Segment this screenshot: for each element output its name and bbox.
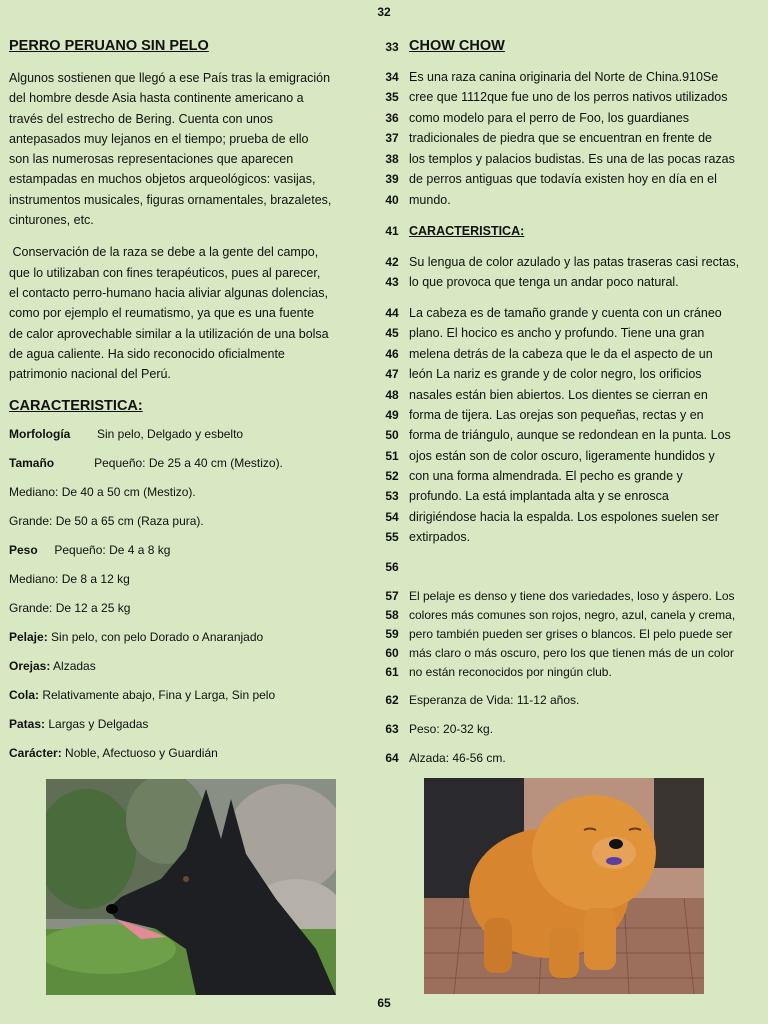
paragraph-line: antepasados muy lejanos en el tiempo; prueba de ello [9,131,309,146]
line-number: 61 [385,665,399,679]
paragraph-line: cinturones, etc. [9,213,94,228]
text-line: como modelo para el perro de Foo, los guardianes [409,111,690,125]
line-number: 34 [385,70,399,84]
text-line: de perros antiguas que todavía existen hoy en día en el [409,172,717,186]
text-line: Peso: 20-32 kg. [409,722,494,736]
text-line: con una forma almendrada. El pecho es grande y [409,469,683,483]
attribute-value: Pequeño: De 4 a 8 kg [37,543,171,558]
paragraph-line: Conservación de la raza se debe a la gente del campo, [9,245,319,260]
text-line: forma de tijera. Las orejas son pequeñas, rectas y en [409,408,704,422]
line-number: 41 [385,224,399,238]
line-number: 36 [385,111,399,125]
text-line: Su lengua de color azulado y las patas traseras casi rectas, [409,255,740,269]
line-number: 58 [385,608,399,622]
attribute-row [9,484,367,500]
line-number: 38 [385,152,399,166]
text-line: más claro o más oscuro, pero los que tienen más de un color [409,646,734,660]
text-line: no están reconocidos por ningún club. [409,665,612,679]
paragraph-line: patrimonio nacional del Perú. [9,367,171,382]
attribute-value: Pequeño: De 25 a 40 cm (Mestizo). [54,456,283,471]
attribute-row [9,687,367,703]
text-line: plano. El hocico es ancho y profundo. Tiene una gran [409,326,705,340]
attribute-value: Mediano: De 8 a 12 kg [9,572,130,587]
paragraph-conservation [9,242,367,384]
attribute-row [9,455,367,471]
line-number: 33 [385,40,399,54]
attribute-value: Largas y Delgadas [45,717,149,732]
attribute-label: Cola: [9,688,39,703]
line-number: 47 [385,367,399,381]
attribute-row [9,716,367,732]
attribute-label: Carácter: [9,746,62,761]
attribute-label: Morfología [9,427,71,442]
line-number: 57 [385,589,399,603]
attribute-value: Noble, Afectuoso y Guardián [61,746,218,761]
paragraph-line: través del estrecho de Bering. Cuenta con unos [9,111,274,126]
text-line: forma de triángulo, aunque se redondean en la punta. Los [409,428,731,442]
line-number: 51 [385,449,399,463]
text-line: Alzada: 46-56 cm. [409,751,506,765]
text-line: Es una raza canina originaria del Norte de China.910Se [409,70,719,84]
section-title-peruvian-dog: PERRO PERUANO SIN PELO [9,38,209,54]
line-number: 60 [385,646,399,660]
paragraph-line: que lo utilizaban con fines terapéuticos, pues al parecer, [9,265,321,280]
paragraph-line: son las numerosas representaciones que aparecen [9,152,294,167]
attribute-value: Sin pelo, Delgado y esbelto [70,427,244,442]
paragraph-line: como por ejemplo el reumatismo, ya que es una fuente [9,306,315,321]
line-number: 54 [385,510,399,524]
section-title-chow-chow: CHOW CHOW [409,38,505,54]
text-line: colores más comunes son rojos, negro, azul, canela y crema, [409,608,736,622]
attribute-row [9,426,367,442]
text-line: Esperanza de Vida: 11-12 años. [409,693,580,707]
characteristics-heading: CARACTERISTICA: [9,398,143,415]
line-number: 40 [385,193,399,207]
attribute-value: Alzadas [50,659,96,674]
line-number: 53 [385,489,399,503]
line-number: 64 [385,751,399,765]
text-line: El pelaje es denso y tiene dos variedades, loso y áspero. Los [409,589,735,603]
line-number: 48 [385,388,399,402]
line-number: 52 [385,469,399,483]
text-line: pero también pueden ser grises o blancos. El pelo puede ser [409,627,733,641]
attribute-row [9,600,367,616]
line-number: 50 [385,428,399,442]
paragraph-line: el contacto perro-humano hacia aliviar algunas dolencias, [9,285,328,300]
attribute-value: Sin pelo, con pelo Dorado o Anaranjado [47,630,264,645]
attribute-label: Tamaño [9,456,55,471]
attribute-row [9,658,367,674]
text-line: dirigiéndose hacia la espalda. Los espolones suelen ser [409,510,719,524]
attribute-row [9,542,367,558]
attribute-label: Orejas: [9,659,51,674]
text-line: nasales están bien abiertos. Los dientes se cierran en [409,388,708,402]
peruvian-hairless-dog-photo [46,779,336,995]
line-number: 35 [385,90,399,104]
line-number: 37 [385,131,399,145]
line-number: 56 [385,560,399,574]
line-number: 49 [385,408,399,422]
text-line: melena detrás de la cabeza que le da el aspecto de un [409,347,713,361]
characteristics-heading: CARACTERISTICA: [409,224,525,238]
text-line: cree que 1112que fue uno de los perros nativos utilizados [409,90,728,104]
line-number: 45 [385,326,399,340]
paragraph-origin [9,68,367,230]
text-line: mundo. [409,193,451,207]
attribute-label: Peso [9,543,38,558]
text-line: ojos están son de color oscuro, ligeramente hundidos y [409,449,715,463]
attribute-label: Pelaje: [9,630,48,645]
attribute-value: Grande: De 50 a 65 cm (Raza pura). [9,514,204,529]
attribute-value: Grande: De 12 a 25 kg [9,601,131,616]
text-line: los templos y palacios budistas. Es una de las pocas razas [409,152,735,166]
page-number-bottom: 65 [377,996,391,1010]
line-number: 63 [385,722,399,736]
chow-chow-photo [424,778,704,994]
text-line: lo que provoca que tenga un andar poco natural. [409,275,679,289]
text-line: tradicionales de piedra que se encuentran en frente de [409,131,712,145]
paragraph-line: de agua caliente. Ha sido reconocido oficialmente [9,346,285,361]
line-number: 42 [385,255,399,269]
page-number-top: 32 [377,5,391,19]
line-number: 55 [385,530,399,544]
left-column [9,38,367,774]
paragraph-line: instrumentos musicales, figuras ornamentales, brazaletes, [9,192,332,207]
line-number: 44 [385,306,399,320]
attribute-row [9,745,367,761]
attribute-value: Relativamente abajo, Fina y Larga, Sin pelo [39,688,276,703]
attribute-label: Patas: [9,717,46,732]
attribute-row [9,513,367,529]
attribute-list [9,426,367,761]
attribute-row [9,629,367,645]
paragraph-line: del hombre desde Asia hasta continente americano a [9,91,304,106]
line-number: 62 [385,693,399,707]
attribute-value: Mediano: De 40 a 50 cm (Mestizo). [9,485,196,500]
attribute-row [9,571,367,587]
paragraph-line: Algunos sostienen que llegó a ese País tras la emigración [9,71,331,85]
line-number: 39 [385,172,399,186]
paragraph-line: de calor aprovechable similar a la utilización de una bolsa [9,326,329,341]
line-number: 46 [385,347,399,361]
paragraph-line: estampadas en muchos objetos arqueológicos: vasijas, [9,172,316,187]
text-line: profundo. La está implantada alta y se enrosca [409,489,669,503]
line-number: 59 [385,627,399,641]
text-line: La cabeza es de tamaño grande y cuenta con un cráneo [409,306,722,320]
line-number: 43 [385,275,399,289]
text-line: extirpados. [409,530,471,544]
text-line: león La nariz es grande y de color negro, los orificios [409,367,702,381]
